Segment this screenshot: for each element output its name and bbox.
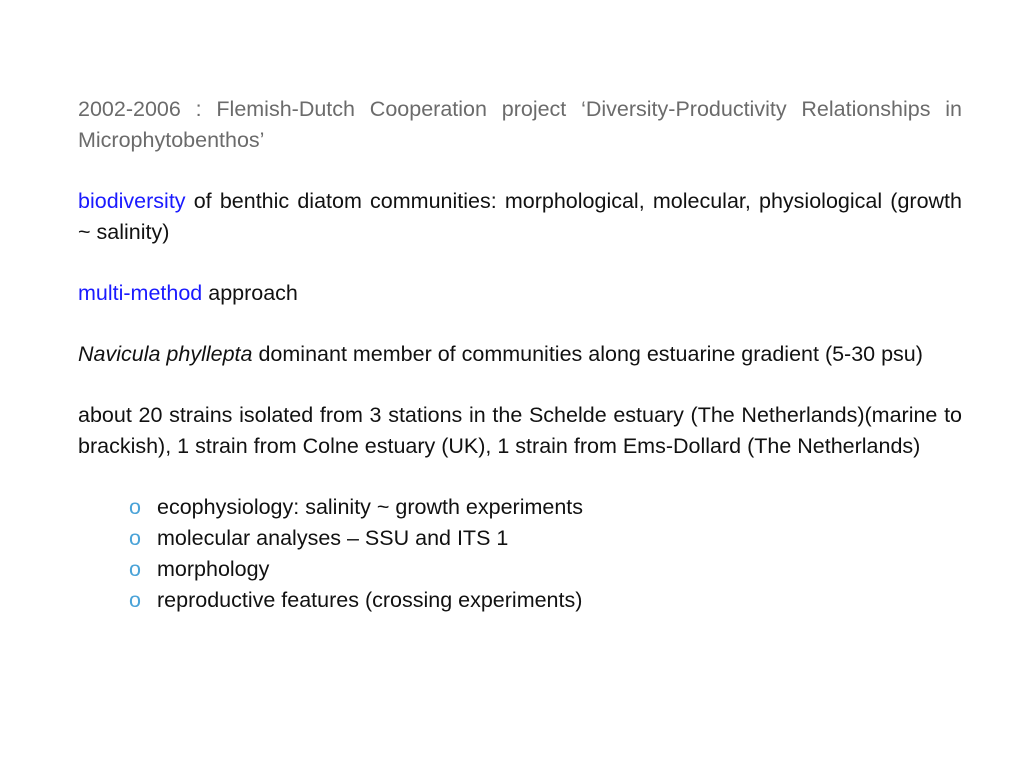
species-paragraph	[78, 339, 962, 370]
project-text: 2002-2006 : Flemish-Dutch Cooperation project ‘Diversity-Productivity Relationships in Microphytobenthos’	[78, 97, 962, 152]
project-paragraph	[78, 94, 962, 156]
species-text: dominant member of communities along estuarine gradient (5-30 psu)	[252, 342, 923, 366]
list-item	[129, 554, 962, 585]
method-text: approach	[202, 281, 298, 305]
method-keyword: multi-method	[78, 281, 203, 305]
bullet-circle-icon: o	[129, 588, 141, 612]
bullet-text: reproductive features (crossing experiments)	[157, 588, 583, 612]
bullet-text: molecular analyses – SSU and ITS 1	[157, 526, 509, 550]
strains-text: about 20 strains isolated from 3 stations in the Schelde estuary (The Netherlands)(marine to brackish), 1 strain from Colne estuary (UK), 1 strain from Ems-Dollard (The Netherlands)	[78, 403, 962, 458]
bullet-circle-icon: o	[129, 557, 141, 581]
strains-paragraph	[78, 400, 962, 462]
bullet-text: morphology	[157, 557, 270, 581]
list-item	[129, 492, 962, 523]
biodiversity-keyword: biodiversity	[78, 189, 186, 213]
bullet-circle-icon: o	[129, 526, 141, 550]
species-name: Navicula phyllepta	[78, 342, 253, 366]
bullet-text: ecophysiology: salinity ~ growth experiments	[157, 495, 584, 519]
biodiversity-paragraph	[78, 186, 962, 248]
list-item	[129, 523, 962, 554]
bullet-list	[78, 492, 962, 616]
list-item	[129, 585, 962, 616]
slide-content	[78, 94, 962, 616]
bullet-circle-icon: o	[129, 495, 141, 519]
method-paragraph	[78, 278, 962, 309]
biodiversity-text: of benthic diatom communities: morphological, molecular, physiological (growth ~ salinity)	[78, 189, 962, 244]
